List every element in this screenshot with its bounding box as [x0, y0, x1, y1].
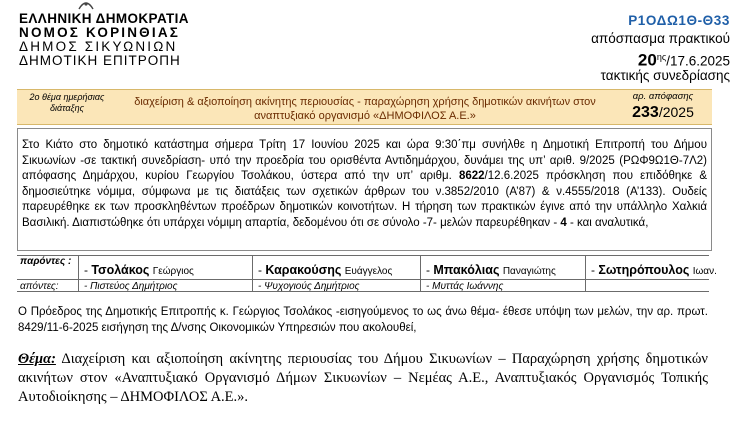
- session-type: τακτικής συνεδρίασης: [600, 68, 730, 83]
- thema-paragraph: [18, 350, 708, 407]
- table-mid-line: [17, 279, 709, 280]
- intro-paragraph: Ο Πρόεδρος της Δημοτικής Επιτροπής κ. Γεώργιος Τσολάκος -εισηγούμενος το ως άνω θέμα- έθεσε υπόψη των μελών, την αρ. πρωτ. 8429/11-6-2025 εισήγηση της Δ/νσης Οικονομικών Υπηρεσιών που ακολουθεί,: [18, 306, 708, 334]
- para-part: /12.6.2025 πρόσκληση που επιδόθηκε & δημοσιεύτηκε νόμιμα, σύμφωνα με τις διατάξεις των σχετικών άρθρων του ν.3852/2010 (Α’87) & ν.4555/2018 (Α’133). Ουδείς παρευρέθηκε εκ των προσκληθέντων προέδρων δημοτικών κοινοτήτων. Η τήρηση των πρακτικών έγινε από την υπάλληλο Χαλκιά Βασιλική. Διαπιστώθηκε ότι υπάρχει νόμιμη απαρτία, δεδομένου ότι σε σύνολο -7- μελών παρευρέθηκαν -: [22, 170, 708, 229]
- absent-member: - Ψυχογιούς Δημήτριος: [258, 281, 360, 292]
- present-count: 4: [560, 216, 567, 229]
- table-divider: [420, 255, 421, 291]
- member-firstname: Γεώργιος: [152, 266, 194, 277]
- present-member: - Καρακούσης Ευάγγελος: [258, 263, 393, 277]
- table-divider: [78, 255, 79, 291]
- member-surname: Σωτηρόπουλος: [598, 263, 690, 277]
- invitation-number: 8622: [458, 170, 485, 182]
- doc-type: απόσπασμα πρακτικού: [591, 31, 730, 46]
- agenda-item-label: 2ο θέμα ημερήσιας διάταξης: [29, 92, 105, 113]
- decision-label: αρ. απόφασης: [632, 91, 694, 102]
- member-firstname: Ευάγγελος: [344, 266, 393, 277]
- header-prefecture: ΝΟΜΟΣ ΚΟΡΙΝΘΙΑΣ: [19, 25, 181, 40]
- table-divider: [585, 255, 586, 291]
- session-suffix: ης: [656, 52, 667, 62]
- ada-code: Ρ1ΟΔΩ1Θ-Θ33: [628, 13, 730, 28]
- decision-number: 233: [632, 104, 659, 121]
- session-number: 20: [637, 50, 657, 70]
- header-committee: ΔΗΜΟΤΙΚΗ ΕΠΙΤΡΟΠΗ: [19, 53, 181, 68]
- member-firstname: Παναγιώτης: [502, 266, 556, 277]
- absent-member: - Πιστεύος Δημήτριος: [84, 281, 178, 292]
- present-member: - Τσολάκος Γεώργιος: [84, 263, 194, 277]
- absent-member: - Μυττάς Ιωάννης: [426, 281, 504, 292]
- present-label: παρόντες :: [20, 256, 72, 267]
- thema-text: Διαχείριση και αξιοποίηση ακίνητης περιουσίας του Δήμου Σικυωνίων – Παραχώρηση χρήσης δημοτικών ακινήτων στον «Αναπτυξιακό Οργανισμό Δήμων Σικυωνίων – Νεμέας Α.Ε., Αναπτυξιακός Οργανισμός Τοπικής Αυτοδιοίκησης – ΔΗΜΟΦΙΛΟΣ Α.Ε.».: [18, 351, 708, 405]
- minutes-paragraph: [22, 138, 707, 231]
- thema-label: Θέμα:: [18, 351, 56, 367]
- member-surname: Τσολάκος: [91, 263, 150, 277]
- member-surname: Μπακόλιας: [433, 263, 500, 277]
- session-date: /17.6.2025: [666, 53, 730, 69]
- emblem-icon: [78, 0, 94, 10]
- decision-year: /2025: [658, 104, 694, 120]
- absent-label: απόντες:: [20, 281, 59, 292]
- table-divider: [252, 255, 253, 291]
- decision-number-line: [614, 102, 712, 123]
- decision-box: [614, 91, 712, 123]
- present-member: - Σωτηρόπουλος Ιωαν.: [591, 263, 717, 277]
- header-country: ΕΛΛΗΝΙΚΗ ΔΗΜΟΚΡΑΤΙΑ: [19, 11, 189, 26]
- session-line: [638, 49, 730, 70]
- member-surname: Καρακούσης: [265, 263, 342, 277]
- para-part: - και αναλυτικά,: [566, 216, 649, 229]
- table-top-line: [17, 255, 709, 256]
- para-part: Στο Κιάτο στο δημοτικό κατάστημα σήμερα Τρίτη 17 Ιουνίου 2025 και ώρα 9:30΄πμ συνήλθε η Δημοτική Επιτροπή του Δήμου Σικυωνίων -σε τακτική συνεδρίαση- υπό την προεδρία του ορισθέντα Αντιδημάρχου, δυνάμει της υπ’ αριθ. 9/2025 (ΡΩΦ9Ω1Θ-7Λ2) απόφασης Δημάρχου, κυρίου Γεωργίου Τσολάκου, ύστερα από την υπ’ αριθμ.: [22, 139, 707, 182]
- member-firstname: Ιωαν.: [692, 266, 717, 277]
- subject-title: διαχείριση & αξιοποίηση ακίνητης περιουσίας - παραχώρηση χρήσης δημοτικών ακινήτων στον αναπτυξιακό οργανισμό «ΔΗΜΟΦΙΛΟΣ Α.Ε.»: [134, 96, 596, 122]
- header-municipality: ΔΗΜΟΣ ΣΙΚΥΩΝΙΩΝ: [19, 39, 178, 54]
- present-member: - Μπακόλιας Παναγιώτης: [426, 263, 556, 277]
